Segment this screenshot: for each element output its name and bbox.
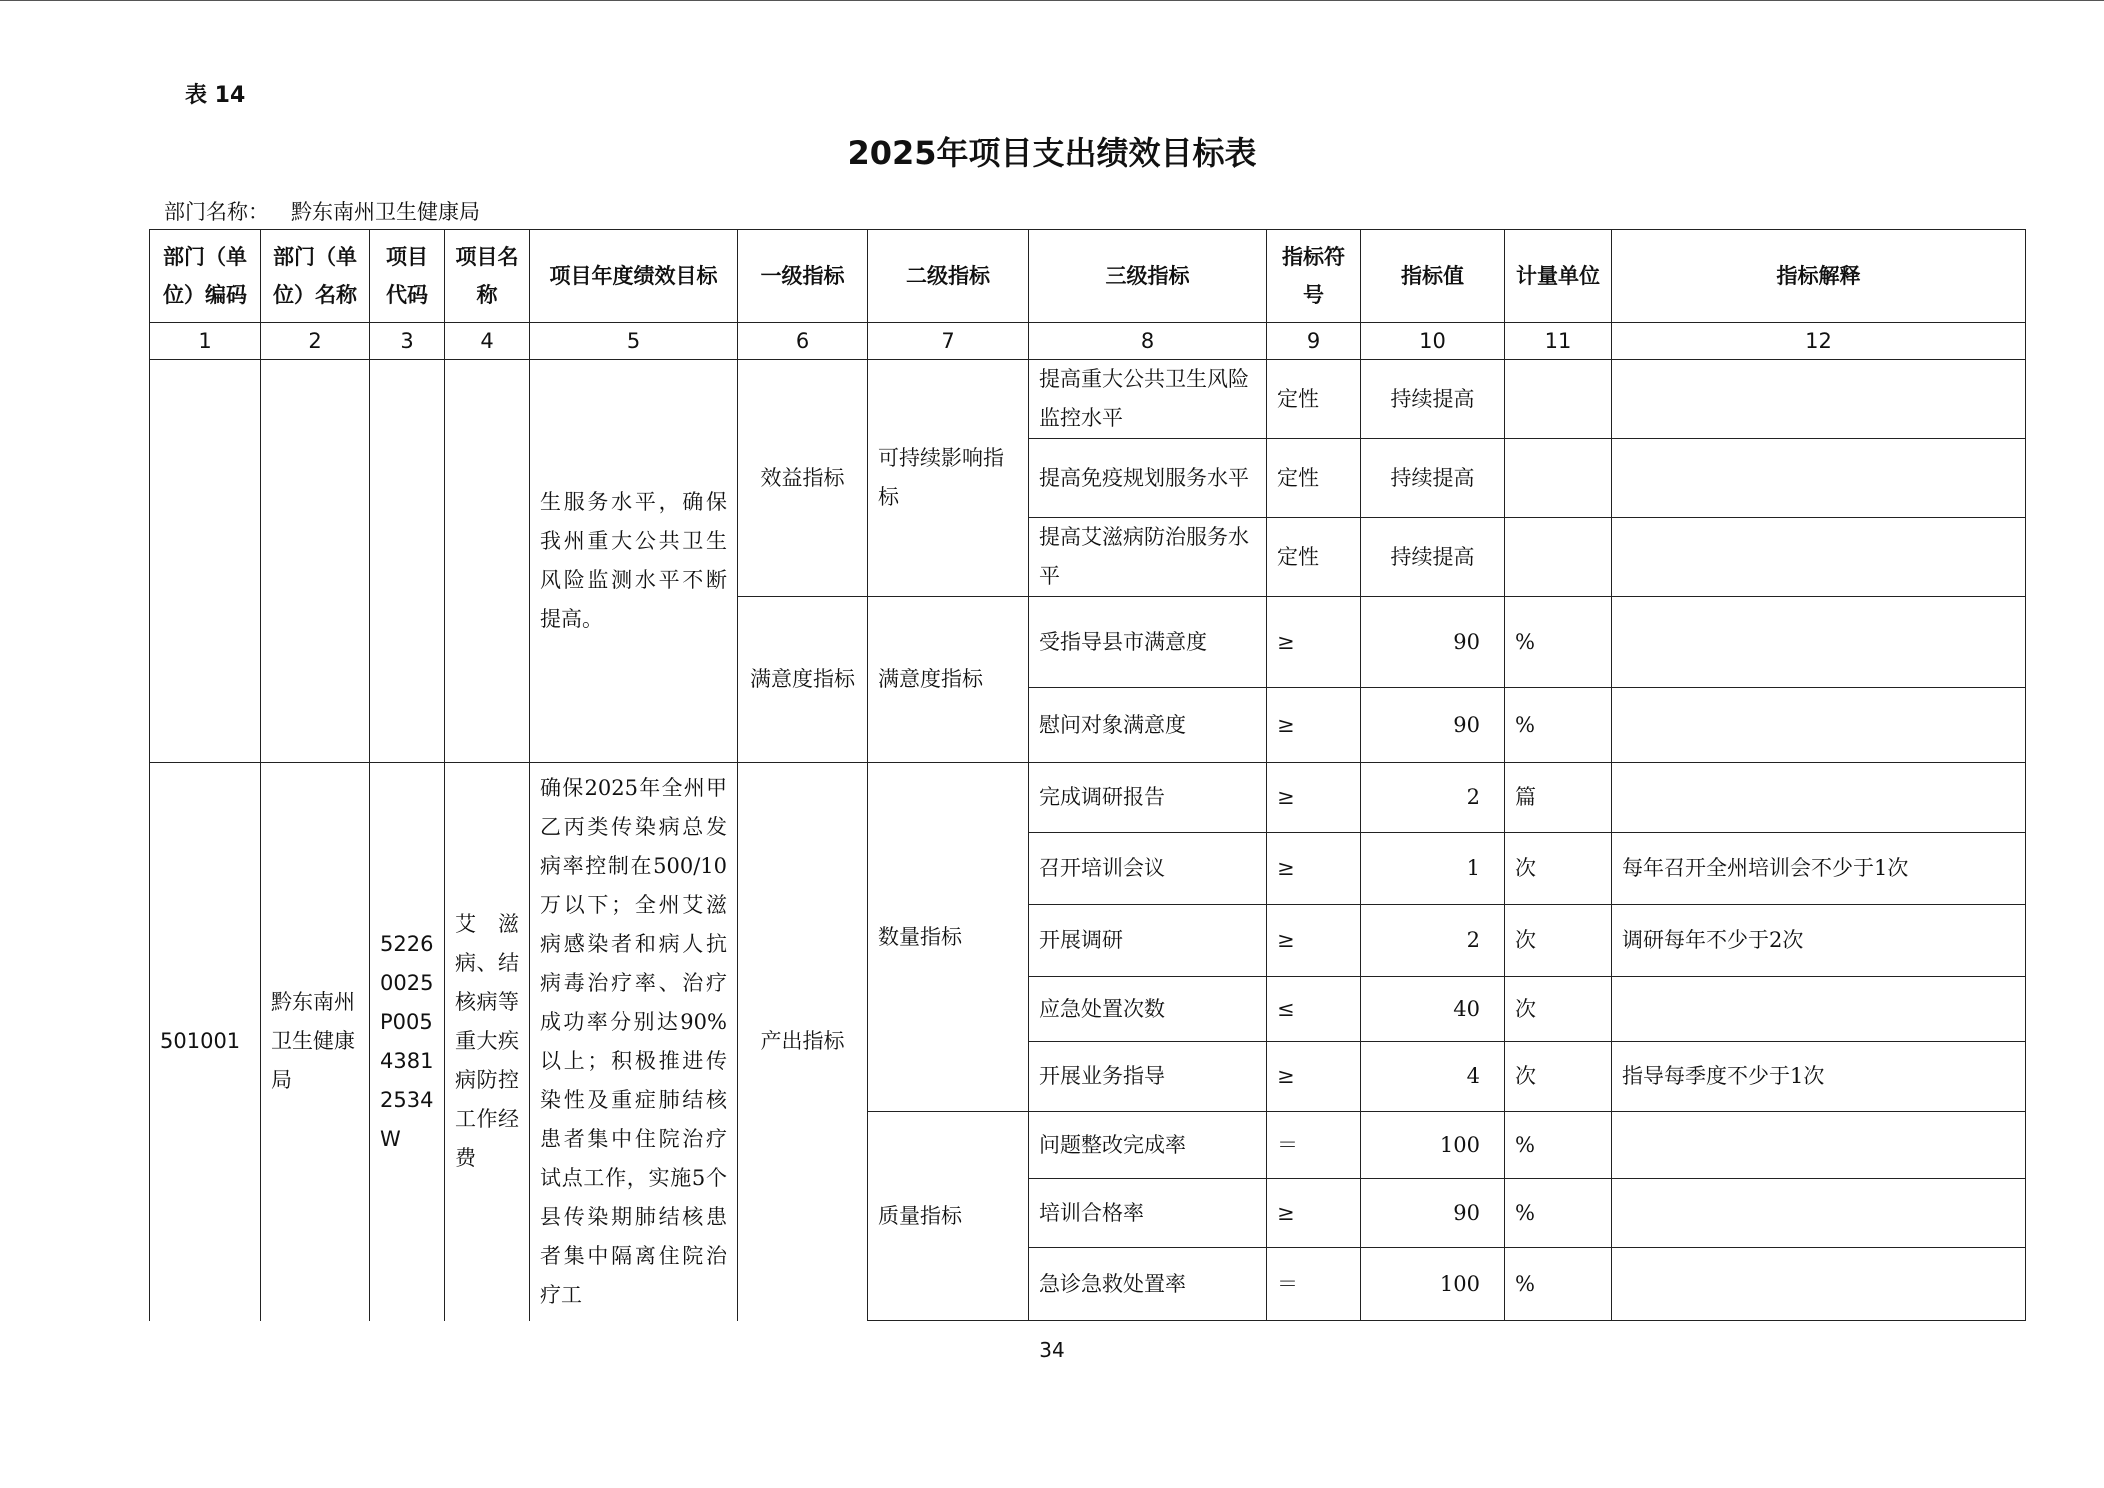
level2-indicator: 数量指标 xyxy=(868,763,1029,1112)
indicator-note xyxy=(1612,977,2026,1042)
header-cell: 二级指标 xyxy=(868,230,1029,323)
table-label: 表 14 xyxy=(185,83,246,108)
performance-target-table xyxy=(149,229,2026,1321)
table-row xyxy=(150,763,2026,833)
level3-indicator: 受指导县市满意度 xyxy=(1029,597,1267,688)
indicator-note: 指导每季度不少于1次 xyxy=(1612,1042,2026,1112)
indicator-note: 调研每年不少于2次 xyxy=(1612,905,2026,977)
indicator-unit: % xyxy=(1505,688,1612,763)
level3-indicator: 召开培训会议 xyxy=(1029,833,1267,905)
column-number: 8 xyxy=(1029,323,1267,360)
level3-indicator: 培训合格率 xyxy=(1029,1179,1267,1248)
indicator-value: 90 xyxy=(1361,1179,1505,1248)
indicator-note xyxy=(1612,1112,2026,1179)
level3-indicator: 完成调研报告 xyxy=(1029,763,1267,833)
indicator-note xyxy=(1612,439,2026,518)
indicator-note xyxy=(1612,763,2026,833)
department-line xyxy=(164,196,480,226)
indicator-unit: % xyxy=(1505,1179,1612,1248)
level3-indicator: 应急处置次数 xyxy=(1029,977,1267,1042)
header-cell: 指标解释 xyxy=(1612,230,2026,323)
column-number: 6 xyxy=(738,323,868,360)
indicator-value: 持续提高 xyxy=(1361,439,1505,518)
indicator-note: 每年召开全州培训会不少于1次 xyxy=(1612,833,2026,905)
column-number: 5 xyxy=(530,323,738,360)
indicator-symbol: ＝ xyxy=(1267,1112,1361,1179)
level1-indicator: 效益指标 xyxy=(738,360,868,597)
column-number: 10 xyxy=(1361,323,1505,360)
indicator-unit: % xyxy=(1505,1248,1612,1321)
page-number: 34 xyxy=(1039,1338,1065,1362)
column-number: 3 xyxy=(370,323,445,360)
column-number: 12 xyxy=(1612,323,2026,360)
header-cell: 一级指标 xyxy=(738,230,868,323)
header-cell: 项目名称 xyxy=(445,230,530,323)
level3-indicator: 开展业务指导 xyxy=(1029,1042,1267,1112)
dept-name-cell: 黔东南州卫生健康局 xyxy=(261,763,370,1321)
dept-code-cell xyxy=(150,360,261,763)
indicator-value: 90 xyxy=(1361,597,1505,688)
indicator-note xyxy=(1612,1248,2026,1321)
department-value: 黔东南州卫生健康局 xyxy=(291,200,480,224)
indicator-unit: % xyxy=(1505,1112,1612,1179)
indicator-value: 2 xyxy=(1361,763,1505,833)
header-cell: 部门（单位）名称 xyxy=(261,230,370,323)
indicator-symbol: ≤ xyxy=(1267,977,1361,1042)
project-name-cell xyxy=(445,360,530,763)
indicator-unit xyxy=(1505,518,1612,597)
level3-indicator: 提高免疫规划服务水平 xyxy=(1029,439,1267,518)
dept-code-cell: 501001 xyxy=(150,763,261,1321)
header-row xyxy=(150,230,2026,323)
indicator-symbol: ≥ xyxy=(1267,833,1361,905)
indicator-unit xyxy=(1505,439,1612,518)
indicator-symbol: 定性 xyxy=(1267,360,1361,439)
indicator-unit: 次 xyxy=(1505,833,1612,905)
indicator-value: 4 xyxy=(1361,1042,1505,1112)
project-code-cell: 52260025P00543812534W xyxy=(370,763,445,1321)
indicator-symbol: ≥ xyxy=(1267,1042,1361,1112)
page-title: 2025年项目支出绩效目标表 xyxy=(847,134,1257,172)
level3-indicator: 提高艾滋病防治服务水平 xyxy=(1029,518,1267,597)
column-number: 1 xyxy=(150,323,261,360)
column-number: 2 xyxy=(261,323,370,360)
indicator-value: 2 xyxy=(1361,905,1505,977)
project-name-cell: 艾滋病、结核病等重大疾病防控工作经费 xyxy=(445,763,530,1321)
level3-indicator: 慰问对象满意度 xyxy=(1029,688,1267,763)
top-border-line xyxy=(0,0,2104,1)
level2-indicator: 质量指标 xyxy=(868,1112,1029,1321)
indicator-note xyxy=(1612,360,2026,439)
dept-name-cell xyxy=(261,360,370,763)
indicator-symbol: ＝ xyxy=(1267,1248,1361,1321)
header-cell: 计量单位 xyxy=(1505,230,1612,323)
table-row xyxy=(150,360,2026,439)
department-label: 部门名称： xyxy=(164,200,269,224)
indicator-value: 100 xyxy=(1361,1248,1505,1321)
indicator-symbol: ≥ xyxy=(1267,1179,1361,1248)
indicator-unit: % xyxy=(1505,597,1612,688)
level3-indicator: 提高重大公共卫生风险监控水平 xyxy=(1029,360,1267,439)
indicator-symbol: 定性 xyxy=(1267,439,1361,518)
header-cell: 指标值 xyxy=(1361,230,1505,323)
indicator-unit: 篇 xyxy=(1505,763,1612,833)
header-cell: 指标符号 xyxy=(1267,230,1361,323)
indicator-note xyxy=(1612,688,2026,763)
annual-goal-text: 生服务水平，确保我州重大公共卫生风险监测水平不断提高。 xyxy=(530,360,738,763)
level1-indicator: 产出指标 xyxy=(738,763,868,1321)
indicator-symbol: ≥ xyxy=(1267,763,1361,833)
column-number: 7 xyxy=(868,323,1029,360)
header-cell: 项目代码 xyxy=(370,230,445,323)
indicator-unit: 次 xyxy=(1505,1042,1612,1112)
header-cell: 部门（单位）编码 xyxy=(150,230,261,323)
indicator-value: 90 xyxy=(1361,688,1505,763)
level2-indicator: 满意度指标 xyxy=(868,597,1029,763)
level2-indicator: 可持续影响指标 xyxy=(868,360,1029,597)
header-cell: 项目年度绩效目标 xyxy=(530,230,738,323)
annual-goal-text: 确保2025年全州甲乙丙类传染病总发病率控制在500/10万以下；全州艾滋病感染者和病人抗病毒治疗率、治疗成功率分别达90%以上；积极推进传染性及重症肺结核患者集中住院治疗试点工作，实施5个县传染期肺结核患者集中隔离住院治疗工 xyxy=(530,763,738,1321)
level3-indicator: 开展调研 xyxy=(1029,905,1267,977)
indicator-note xyxy=(1612,597,2026,688)
level1-indicator: 满意度指标 xyxy=(738,597,868,763)
indicator-symbol: ≥ xyxy=(1267,905,1361,977)
indicator-symbol: ≥ xyxy=(1267,597,1361,688)
indicator-symbol: ≥ xyxy=(1267,688,1361,763)
indicator-value: 持续提高 xyxy=(1361,360,1505,439)
indicator-note xyxy=(1612,518,2026,597)
indicator-unit: 次 xyxy=(1505,977,1612,1042)
indicator-note xyxy=(1612,1179,2026,1248)
indicator-unit xyxy=(1505,360,1612,439)
indicator-value: 1 xyxy=(1361,833,1505,905)
indicator-value: 40 xyxy=(1361,977,1505,1042)
column-number: 9 xyxy=(1267,323,1361,360)
column-number: 4 xyxy=(445,323,530,360)
column-number-row xyxy=(150,323,2026,360)
header-cell: 三级指标 xyxy=(1029,230,1267,323)
indicator-symbol: 定性 xyxy=(1267,518,1361,597)
column-number: 11 xyxy=(1505,323,1612,360)
indicator-value: 100 xyxy=(1361,1112,1505,1179)
level3-indicator: 问题整改完成率 xyxy=(1029,1112,1267,1179)
level3-indicator: 急诊急救处置率 xyxy=(1029,1248,1267,1321)
project-code-cell xyxy=(370,360,445,763)
indicator-value: 持续提高 xyxy=(1361,518,1505,597)
indicator-unit: 次 xyxy=(1505,905,1612,977)
